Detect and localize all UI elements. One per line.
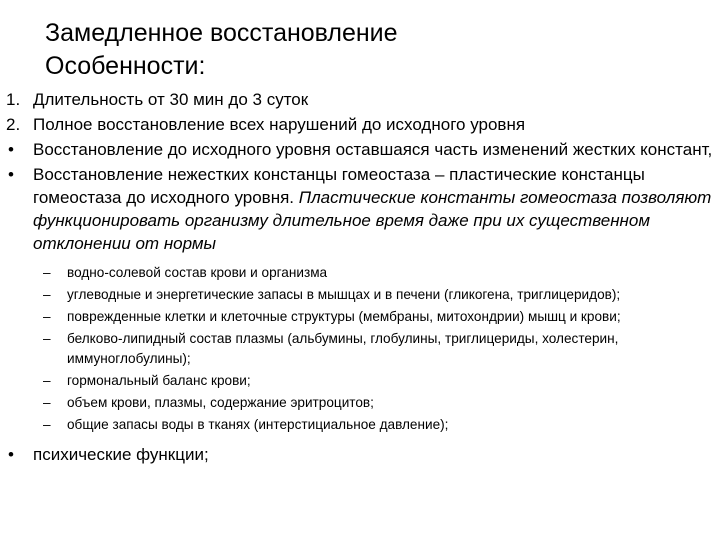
list-item-mental-functions	[0, 443, 716, 466]
sublist	[0, 263, 716, 435]
list-item-full-recovery	[0, 113, 716, 136]
list-item-rigid-constants	[0, 138, 716, 161]
sublist-item-text: белково-липидный состав плазмы (альбумины, глобулины, триглицериды, холестерин, иммуноглобулины);	[67, 331, 619, 366]
list-item-text: Длительность от 30 мин до 3 суток	[33, 90, 309, 109]
list-item-text: Восстановление нежестких констанцы гомеостаза – пластические констанцы гомеостаза до исходного уровня.	[33, 165, 645, 207]
title-line-1: Замедленное восстановление	[45, 19, 398, 47]
list-item-text: психические функции;	[33, 445, 209, 464]
sublist-item-text: гормональный баланс крови;	[67, 373, 251, 388]
dash-marker: –	[43, 331, 51, 346]
dash-marker: –	[43, 265, 51, 280]
list-item-text: Восстановление до исходного уровня оставшаяся часть изменений жестких констант,	[33, 140, 713, 159]
sublist-item	[0, 329, 716, 369]
sublist-item	[0, 415, 716, 435]
slide-title	[45, 17, 398, 83]
list-marker: 2.	[6, 115, 21, 134]
dash-marker: –	[43, 417, 51, 432]
dash-marker: –	[43, 373, 51, 388]
sublist-item	[0, 285, 716, 305]
list-item-plastic-constants	[0, 163, 716, 255]
dash-marker: –	[43, 287, 51, 302]
dash-marker: –	[43, 309, 51, 324]
bullet-marker: •	[8, 140, 14, 159]
bullet-marker: •	[8, 165, 14, 184]
list-marker: 1.	[6, 90, 21, 109]
sublist-item-text: общие запасы воды в тканях (интерстициальное давление);	[67, 417, 449, 432]
content-body	[0, 88, 716, 468]
list-item-duration	[0, 88, 716, 111]
dash-marker: –	[43, 395, 51, 410]
list-item-italic-note: Пластические константы гомеостаза позволяют функционировать организму длительное время даже при их существенном отклонении от нормы	[33, 188, 712, 253]
sublist-item	[0, 371, 716, 391]
sublist-item	[0, 263, 716, 283]
bullet-marker: •	[8, 445, 14, 464]
sublist-item-text: углеводные и энергетические запасы в мышцах и в печени (гликогена, триглицеридов);	[67, 287, 621, 302]
sublist-item	[0, 393, 716, 413]
title-line-2: Особенности:	[45, 52, 206, 80]
list-item-text: Полное восстановление всех нарушений до исходного уровня	[33, 115, 526, 134]
sublist-item-text: водно-солевой состав крови и организма	[67, 265, 328, 280]
sublist-item-text: объем крови, плазмы, содержание эритроцитов;	[67, 395, 374, 410]
sublist-item	[0, 307, 716, 327]
sublist-item-text: поврежденные клетки и клеточные структуры (мембраны, митохондрии) мышц и крови;	[67, 309, 621, 324]
